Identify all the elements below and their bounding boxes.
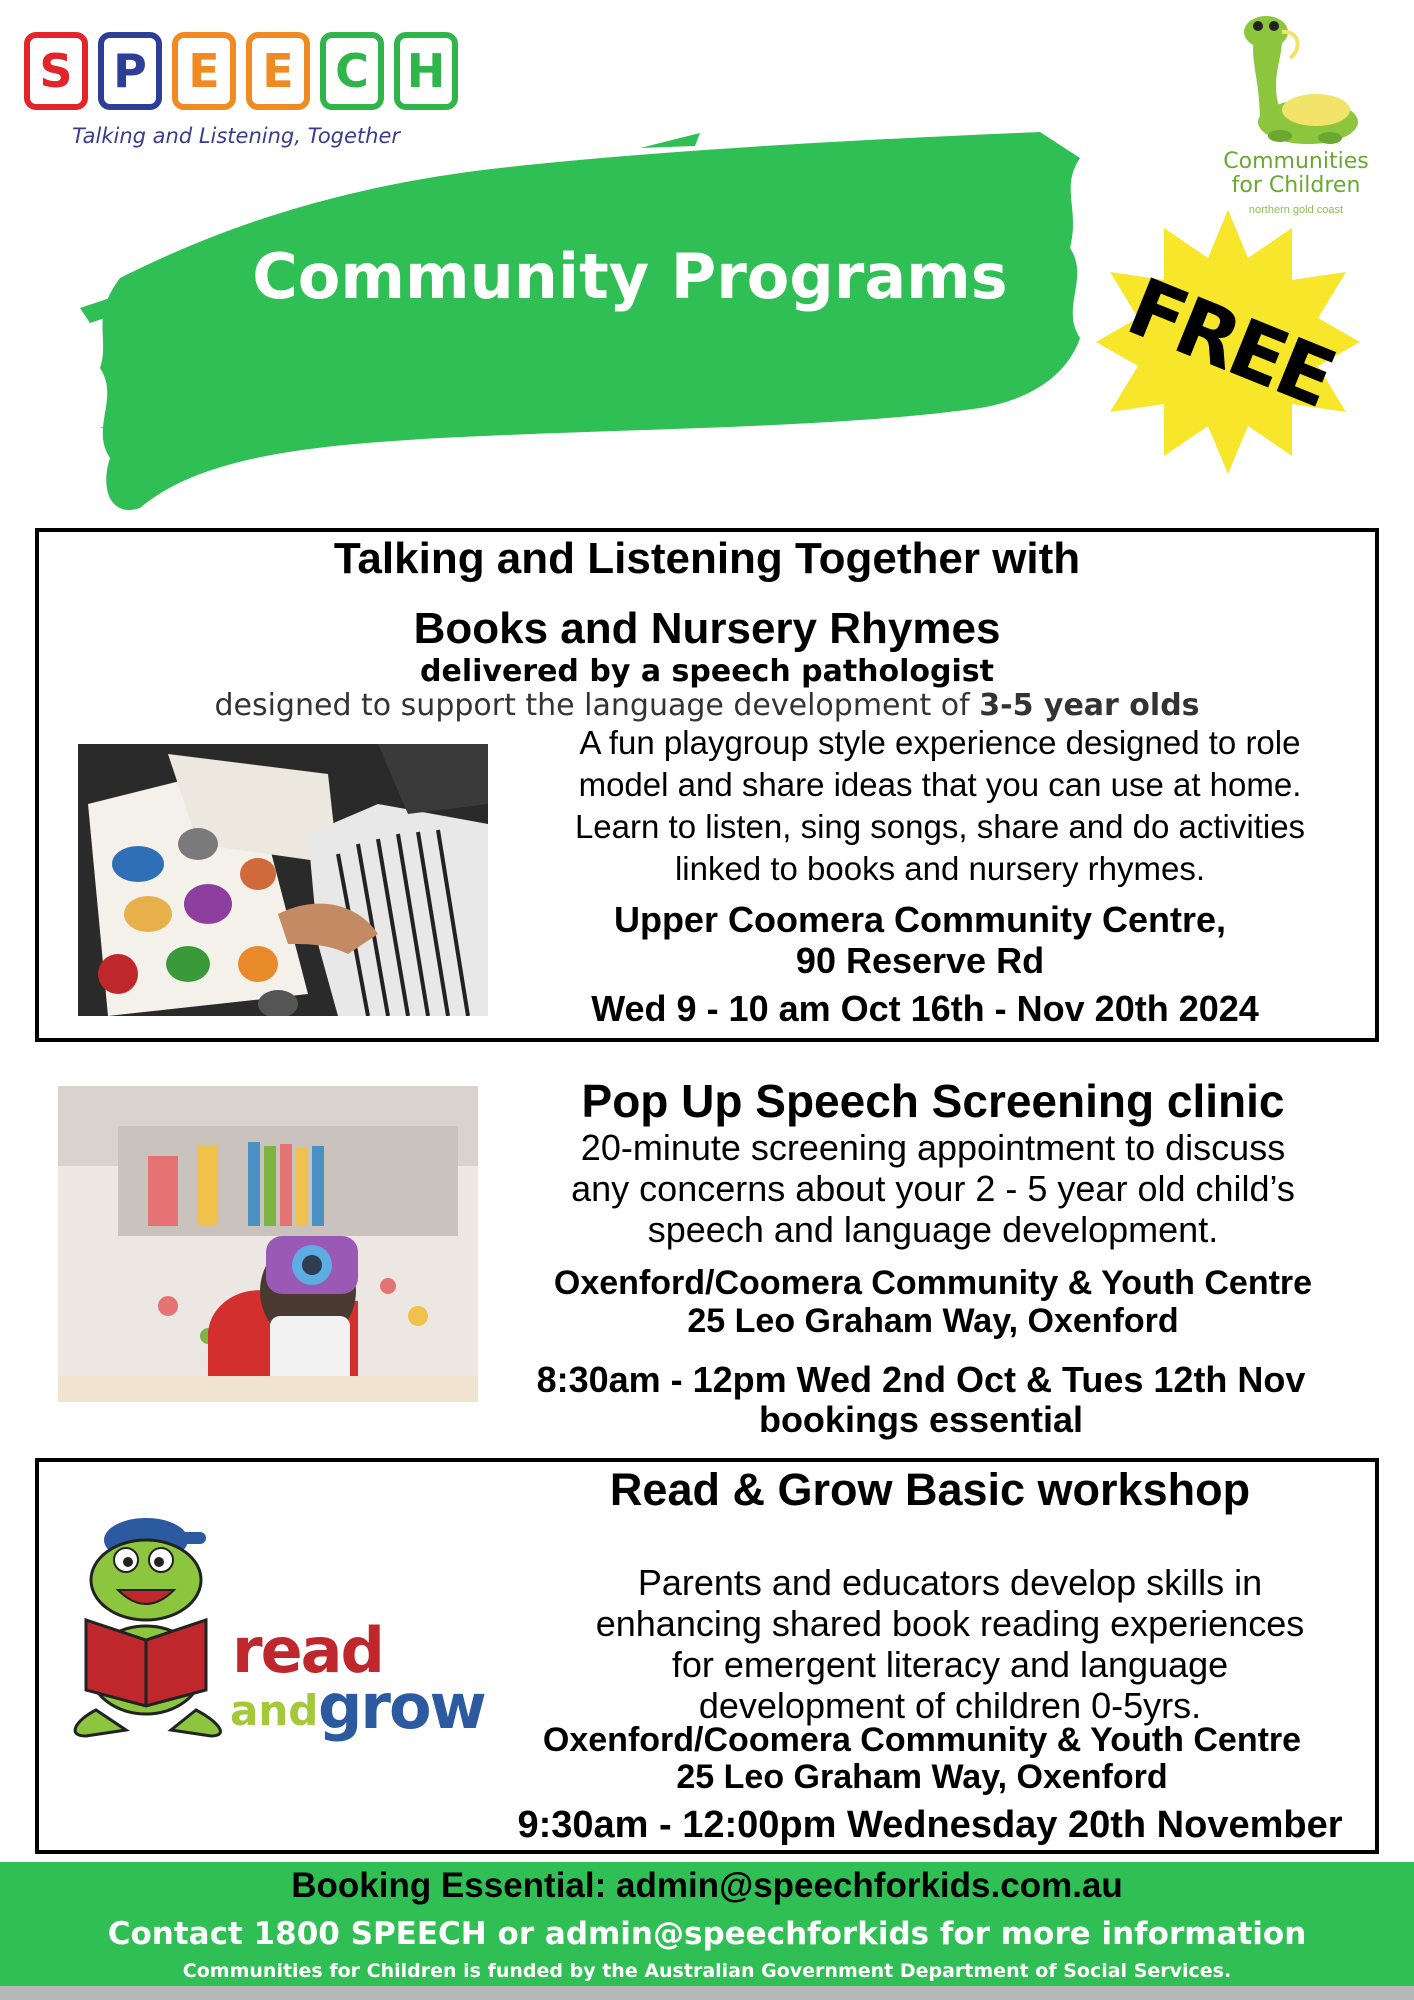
program1-venue — [520, 899, 1320, 981]
speech-logo — [24, 32, 458, 110]
photo-child-reading-book — [78, 744, 488, 1016]
program1-description-line: Learn to listen, sing songs, share and do activities — [574, 808, 1306, 845]
program2-venue-line1: Oxenford/Coomera Community & Youth Centre — [553, 1264, 1313, 1302]
program3-schedule: 9:30am - 12:00pm Wednesday 20th November — [517, 1804, 1343, 1846]
frog-reading-mascot-icon — [56, 1510, 246, 1740]
logo-tagline: Talking and Listening, Together — [72, 124, 401, 148]
funding-statement: Communities for Children is funded by the Australian Government Department of Social Services. — [182, 1960, 1232, 1982]
program2-description-line: any concerns about your 2 - 5 year old child’s — [571, 1168, 1295, 1209]
program2-description — [476, 1127, 1390, 1250]
partner-logo-line2: for Children — [1231, 173, 1361, 198]
program1-delivered-by: delivered by a speech pathologist — [420, 654, 994, 689]
program1-description-line: linked to books and nursery rhymes. — [674, 850, 1206, 887]
free-badge: FREE — [1115, 260, 1345, 425]
program2-venue — [476, 1264, 1390, 1340]
program1-audience — [35, 688, 1379, 723]
program2-schedule-line: 8:30am - 12pm Wed 2nd Oct & Tues 12th Nov — [536, 1359, 1306, 1400]
page-title: Community Programs — [252, 240, 1008, 313]
booking-email-line: Booking Essential: admin@speechforkids.com.au — [291, 1866, 1123, 1905]
logo-letter: P — [98, 32, 162, 110]
program1-title-line1: Talking and Listening Together with — [333, 534, 1081, 583]
photo-child-with-toy-camera — [58, 1086, 478, 1402]
program2-schedule — [476, 1360, 1366, 1440]
program1-title-line2: Books and Nursery Rhymes — [413, 604, 1001, 653]
program1-venue-line2: 90 Reserve Rd — [795, 940, 1045, 981]
program2-description-line: 20-minute screening appointment to discuss — [580, 1127, 1286, 1168]
logo-letter: E — [172, 32, 236, 110]
program1-audience-age: 3-5 year olds — [979, 688, 1200, 723]
program3-description — [530, 1562, 1370, 1726]
program3-description-line: for emergent literacy and language — [671, 1644, 1229, 1685]
program3-venue-line2: 25 Leo Graham Way, Oxenford — [676, 1758, 1168, 1796]
read-and-grow-logo-grow: grow — [318, 1670, 485, 1743]
partner-logo-subline: northern gold coast — [1248, 204, 1344, 216]
logo-letter: E — [246, 32, 310, 110]
dinosaur-mascot-icon — [1220, 10, 1370, 150]
program2-description-line: speech and language development. — [647, 1209, 1219, 1250]
read-and-grow-logo-read: read — [232, 1614, 383, 1687]
logo-letter: H — [394, 32, 458, 110]
program1-audience-prefix: designed to support the language development of — [214, 688, 980, 723]
program1-description-line: A fun playgroup style experience designed to role — [579, 724, 1301, 761]
footer-bottom-strip — [0, 1986, 1414, 2000]
program1-venue-line1: Upper Coomera Community Centre, — [613, 899, 1227, 940]
program1-description — [520, 722, 1360, 890]
program1-description-line: model and share ideas that you can use at home. — [578, 766, 1302, 803]
program3-title: Read & Grow Basic workshop — [609, 1464, 1251, 1515]
read-and-grow-logo-and: and — [230, 1686, 319, 1735]
logo-letter: C — [320, 32, 384, 110]
program2-venue-line2: 25 Leo Graham Way, Oxenford — [687, 1302, 1179, 1340]
partner-logo-line1: Communities — [1223, 149, 1369, 174]
brush-banner — [80, 128, 1100, 528]
program1-schedule: Wed 9 - 10 am Oct 16th - Nov 20th 2024 — [591, 988, 1259, 1029]
program2-booking-note: bookings essential — [758, 1399, 1084, 1440]
contact-line: Contact 1800 SPEECH or admin@speechforkids for more information — [107, 1916, 1307, 1952]
logo-letter: S — [24, 32, 88, 110]
program3-description-line: Parents and educators develop skills in — [637, 1562, 1263, 1603]
program3-venue — [480, 1722, 1364, 1796]
program2-title: Pop Up Speech Screening clinic — [581, 1075, 1285, 1127]
partner-logo-text — [1196, 150, 1396, 198]
program3-description-line: enhancing shared book reading experiences — [595, 1603, 1305, 1644]
program3-description-line: development of children 0-5yrs. — [698, 1685, 1202, 1726]
program3-venue-line1: Oxenford/Coomera Community & Youth Centre — [542, 1721, 1302, 1759]
